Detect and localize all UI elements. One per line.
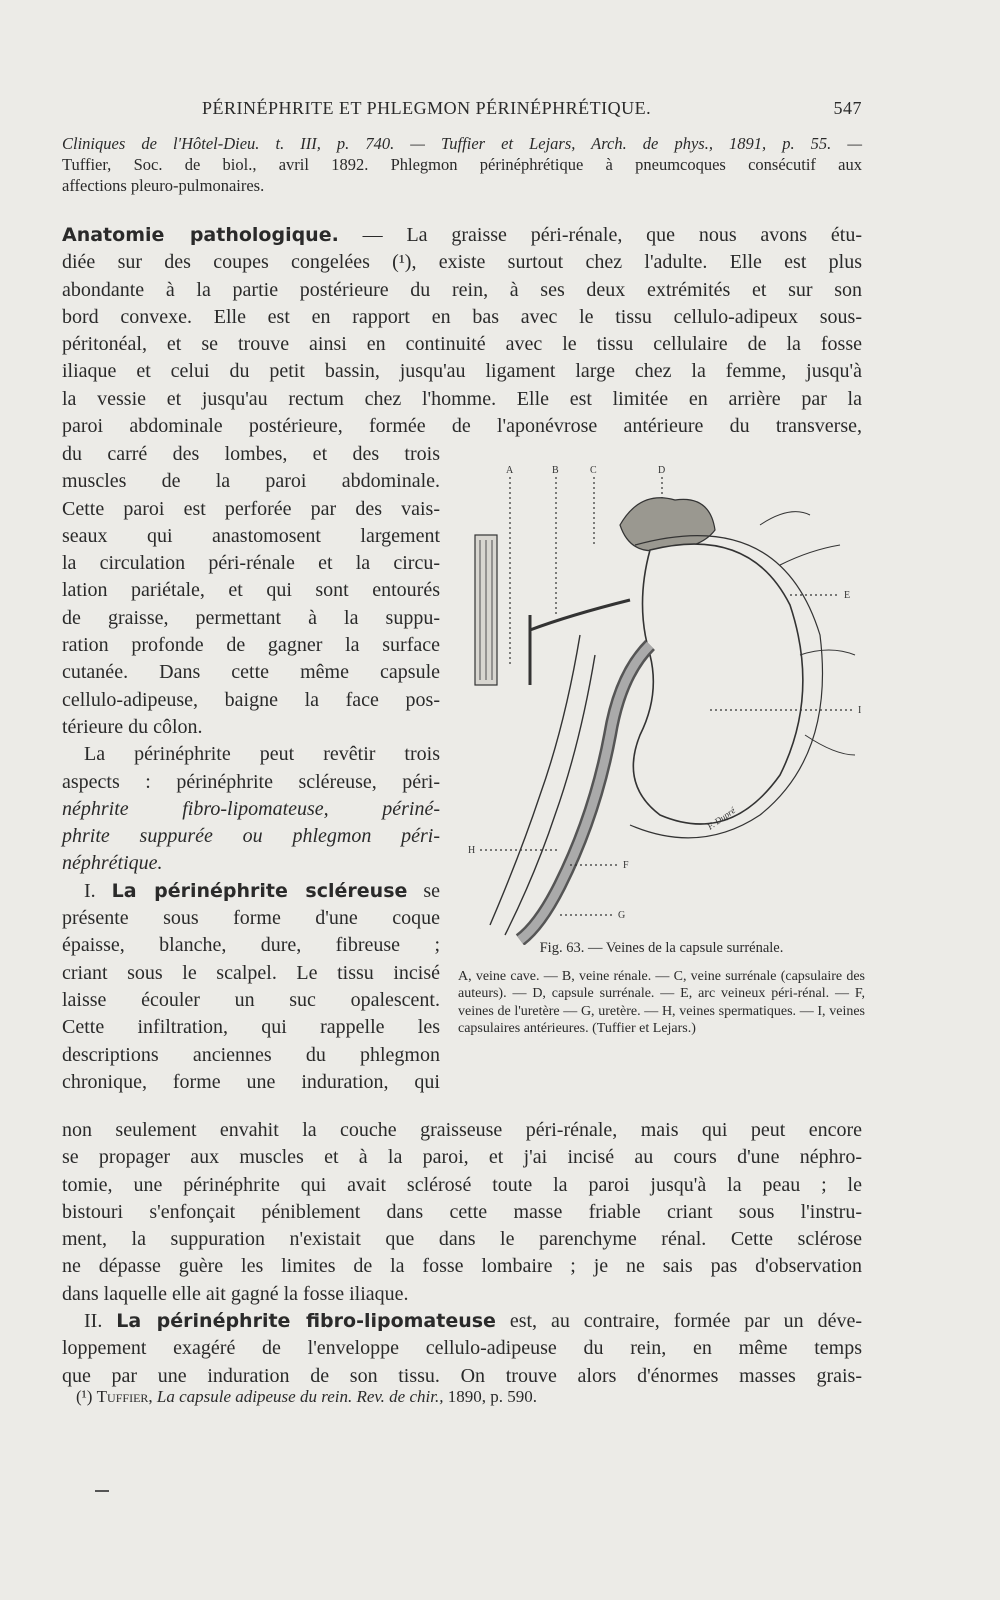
kidney-outline (633, 544, 803, 824)
section-II-heading: La périnéphrite fibro-lipomateuse (116, 1310, 496, 1333)
text-line: ment, la suppuration n'existait que dans le parenchyme rénal. Cette sclérose (62, 1228, 862, 1251)
reference-line: Cliniques de l'Hôtel-Dieu. t. III, p. 740. — Tuffier et Lejars, Arch. de phys., 1891, p. 55. — (62, 134, 862, 153)
text-line: bord convexe. Elle est en rapport en bas avec le tissu cellulo-adipeux sous- (62, 305, 862, 328)
section-II-number: II. (84, 1310, 103, 1333)
section-first-line-text: — La graisse péri-rénale, que nous avons étu- (362, 224, 862, 246)
caption-text: A, veine cave. — B, veine rénale. — C, veine surrénale (capsulaire des auteurs). — D, capsule surrénale. — E, arc veineux péri-rénal. — F, veines de l'uretère — G, uretère. — H, veines spermatiques. — I, veines capsulaires antérieures. (Tuffier et Lejars.) (458, 968, 865, 1036)
text-line: la vessie et jusqu'au rectum chez l'homme. Elle est limitée en arrière par la (62, 387, 862, 410)
figure-caption (458, 940, 865, 1038)
text-line: dans laquelle elle ait gagné la fosse iliaque. (62, 1282, 409, 1305)
figure-letter-g: G (618, 910, 626, 921)
figure-letter-f: F (623, 860, 629, 871)
adrenal-gland-shape (620, 498, 715, 551)
section-II-first-line-text: est, au contraire, formée par un déve- (509, 1310, 862, 1333)
footnote-author: Tuffier, (96, 1387, 153, 1406)
text-line: de graisse, permettant à la suppu- (62, 606, 440, 629)
text-line: iliaque et celui du petit bassin, jusqu'au ligament large chez la femme, jusqu'à (62, 360, 862, 383)
text-line: que par une induration de son tissu. On trouve alors d'énormes masses grais- (62, 1364, 862, 1387)
text-line: la circulation péri-rénale et la circu- (62, 552, 440, 575)
section-first-line (62, 222, 862, 249)
section-I-heading: La périnéphrite scléreuse (111, 879, 408, 902)
footnote-title: La capsule adipeuse du rein. Rev. de chir., (156, 1387, 444, 1406)
veins-illustration (460, 455, 865, 945)
text-line: présente sous forme d'une coque (62, 907, 440, 930)
text-line: se propager aux muscles et à la paroi, et j'ai incisé au cours d'une néphro- (62, 1146, 862, 1169)
text-line: cutanée. Dans cette même capsule (62, 661, 440, 684)
ureter-inner (520, 645, 650, 940)
section-heading: Anatomie pathologique. (62, 224, 339, 246)
text-line: non seulement envahit la couche graisseuse péri-rénale, mais qui peut encore (62, 1119, 862, 1141)
figure-63 (460, 455, 865, 945)
figure-signature: F. Dupré (705, 805, 738, 832)
reference-line: Tuffier, Soc. de biol., avril 1892. Phlegmon périnéphrétique à pneumcoques consécutif aux (62, 155, 862, 174)
section-II-first-line (62, 1308, 862, 1335)
text-line: abondante à la partie postérieure du rein, à ses deux extrémités et sur son (62, 278, 862, 301)
text-line: cellulo-adipeuse, baigne la face pos- (62, 688, 440, 711)
text-line: lation pariétale, et qui sont entourés (62, 579, 440, 602)
renal-vein-shape (530, 600, 630, 685)
section-I-number: I. (84, 879, 96, 902)
text-line: La périnéphrite peut revêtir trois (84, 743, 440, 766)
section-I-continued (62, 1117, 862, 1390)
footnote (76, 1387, 876, 1407)
text-line: descriptions anciennes du phlegmon (62, 1043, 440, 1066)
text-line: néphrétique. (62, 852, 163, 875)
text-line: laisse écouler un suc opalescent. (62, 988, 440, 1011)
text-line: phrite suppurée ou phlegmon péri- (62, 825, 440, 848)
text-line: criant sous le scalpel. Le tissu incisé (62, 961, 440, 984)
text-line: diée sur des coupes congelées (¹), existe surtout chez l'adulte. Elle est plus (62, 251, 862, 274)
text-line: Cette infiltration, qui rappelle les (62, 1016, 440, 1039)
text-line: Cette paroi est perforée par des vais- (62, 497, 440, 520)
stray-mark (95, 1490, 109, 1492)
figure-letter-i: I (858, 705, 862, 716)
text-line: paroi abdominale postérieure, formée de l'aponévrose antérieure du transverse, (62, 415, 862, 438)
text-line: tomie, une périnéphrite qui avait sclérosé toute la paroi jusqu'à la peau ; le (62, 1173, 862, 1196)
page-number: 547 (833, 98, 862, 118)
text-line: aspects : périnéphrite scléreuse, péri- (62, 770, 440, 793)
text-line: bistouri s'enfonçait péniblement dans cette masse friable criant sous l'instru- (62, 1200, 862, 1223)
text-line: térieure du côlon. (62, 715, 203, 738)
reference-line: affections pleuro-pulmonaires. (62, 176, 265, 195)
text-line: seaux qui anastomosent largement (62, 524, 440, 547)
section-I-first-line (62, 878, 440, 905)
section-I-first-line-text: se (423, 879, 441, 902)
figure-letter-d: D (658, 465, 666, 476)
figure-letter-h: H (468, 845, 476, 856)
text-line: loppement exagéré de l'enveloppe cellulo-adipeuse du rein, en même temps (62, 1337, 862, 1360)
text-line: épaisse, blanche, dure, fibreuse ; (62, 934, 440, 957)
text-line: du carré des lombes, et des trois (62, 443, 440, 465)
ureter-shape (520, 645, 650, 940)
left-column (62, 441, 440, 1096)
text-line: péritonéal, et se trouve ainsi en continuité avec le tissu cellulaire de la fosse (62, 333, 862, 356)
figure-letter-a: A (506, 465, 514, 476)
text-line: chronique, forme une induration, qui (62, 1070, 440, 1093)
section-anatomie (62, 222, 862, 440)
reference-lines (62, 133, 862, 196)
figure-letter-e: E (844, 590, 851, 601)
figure-letter-c: C (590, 465, 597, 476)
footnote-details: 1890, p. 590. (447, 1387, 537, 1406)
text-line: ration profonde de gagner la surface (62, 634, 440, 657)
running-head-title: PÉRINÉPHRITE ET PHLEGMON PÉRINÉPHRÉTIQUE. (202, 98, 652, 118)
figure-letter-b: B (552, 465, 559, 476)
text-line: muscles de la paroi abdominale. (62, 470, 440, 493)
text-line: néphrite fibro-lipomateuse, périné- (62, 797, 440, 820)
caption-title: Fig. 63. — Veines de la capsule surrénale. (539, 940, 784, 956)
text-line: ne dépasse guère les limites de la fosse lombaire ; je ne sais pas d'observation (62, 1255, 862, 1278)
footnote-marker: (¹) (76, 1387, 93, 1406)
